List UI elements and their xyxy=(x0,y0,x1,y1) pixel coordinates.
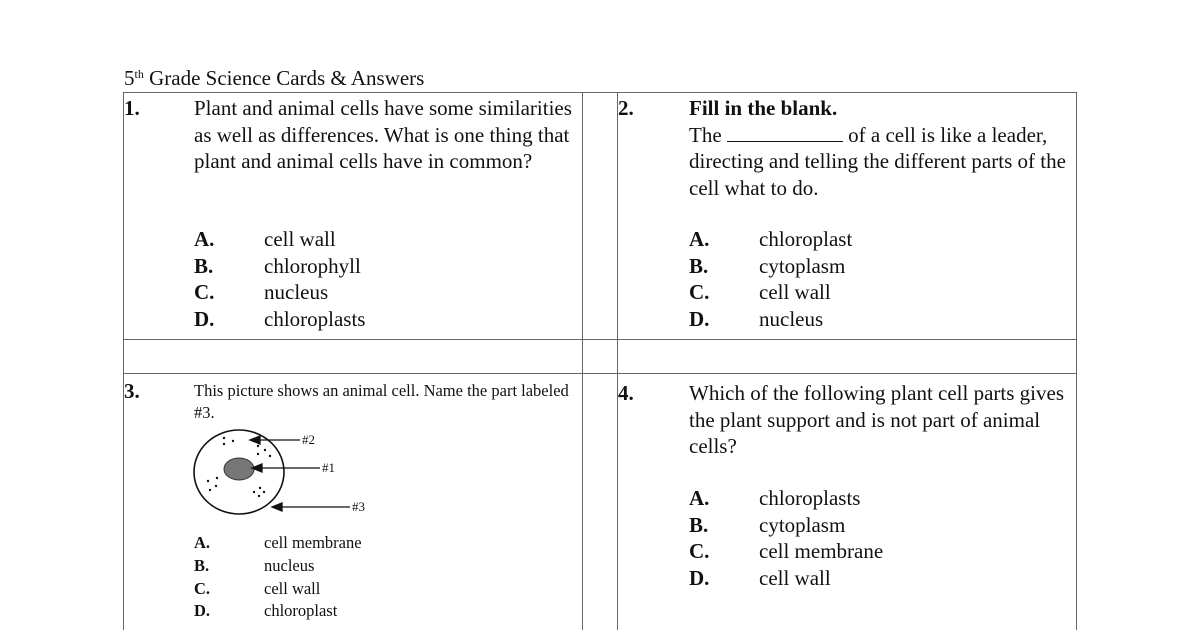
document-title xyxy=(124,64,424,92)
option-a: A. chloroplasts xyxy=(689,486,861,510)
option-b: B. cytoplasm xyxy=(689,512,846,537)
option-d: D. nucleus xyxy=(689,307,824,332)
option-d: D. cell wall xyxy=(689,566,831,591)
option-a: A. cell membrane xyxy=(194,533,362,552)
question-3-options xyxy=(194,532,362,623)
option-d: D. chloroplasts xyxy=(194,307,366,332)
question-1-text: Plant and animal cells have some similarities as well as differences. What is one thing that plant and animal cells have in common? xyxy=(194,96,572,174)
question-1-number: 1. xyxy=(124,96,140,120)
question-2-options xyxy=(689,226,852,333)
title-superscript: th xyxy=(134,67,144,81)
option-a: A. chloroplast xyxy=(689,227,853,251)
option-a: A. cell wall xyxy=(194,227,336,251)
title-text: Grade Science Cards & Answers xyxy=(143,66,425,90)
question-2-number: 2. xyxy=(618,96,634,120)
fill-in-blank-line xyxy=(727,122,843,142)
question-1-options xyxy=(194,226,365,333)
option-c: C. nucleus xyxy=(194,280,329,305)
option-b: B. cytoplasm xyxy=(689,253,846,278)
title-grade-number: 5 xyxy=(124,66,135,90)
animal-cell-diagram xyxy=(190,428,380,524)
question-3-number: 3. xyxy=(124,379,140,403)
option-d: D. chloroplast xyxy=(194,601,338,621)
option-b: B. nucleus xyxy=(194,555,315,575)
label-3-arrowhead xyxy=(272,503,282,511)
option-b: B. chlorophyll xyxy=(194,253,361,278)
option-c: C. cell wall xyxy=(194,578,321,598)
question-4-number: 4. xyxy=(618,381,634,405)
option-c: C. cell wall xyxy=(689,280,831,305)
question-2-text: Fill in the blank. The of a cell is like a leader, directing and telling the different parts of the cell what to do. xyxy=(689,95,1074,202)
nucleus-shape xyxy=(224,458,254,480)
question-3-text: This picture shows an animal cell. Name the part labeled #3. xyxy=(194,381,569,422)
option-c: C. cell membrane xyxy=(689,539,884,564)
label-1: #1 xyxy=(322,460,335,475)
label-2-arrowhead xyxy=(250,436,260,444)
question-4-options xyxy=(689,485,883,592)
question-2-title: Fill in the blank. xyxy=(689,96,838,120)
label-2: #2 xyxy=(302,432,315,447)
question-4-text: Which of the following plant cell parts gives the plant support and is not part of animal cells? xyxy=(689,381,1064,459)
label-3: #3 xyxy=(352,499,365,514)
